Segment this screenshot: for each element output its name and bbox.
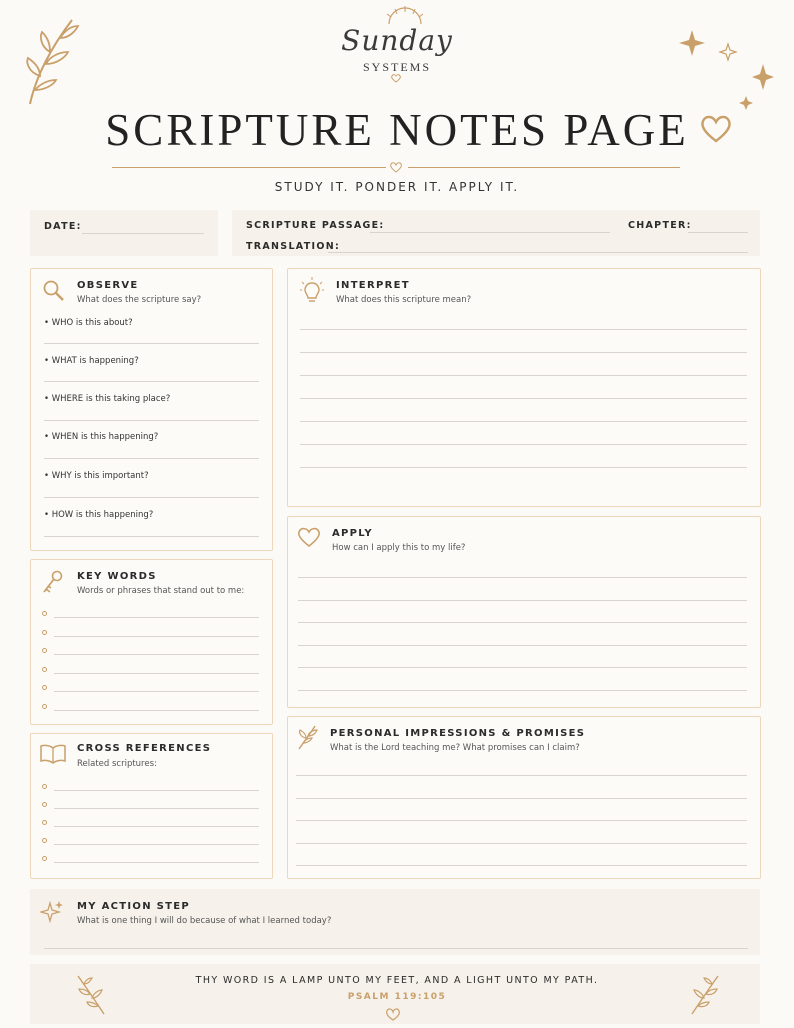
crossrefs-subtitle: Related scriptures: xyxy=(77,759,157,769)
apply-answer-line[interactable] xyxy=(298,690,747,691)
heart-icon xyxy=(391,74,401,83)
bullet-circle-icon xyxy=(42,667,47,672)
heart-icon xyxy=(297,526,321,548)
bullet-circle-icon xyxy=(42,611,47,616)
brand-script: Sunday xyxy=(341,24,453,57)
chapter-label: CHAPTER: xyxy=(628,220,692,231)
bullet-circle-icon xyxy=(42,784,47,789)
observe-panel xyxy=(30,268,273,551)
footer-quote: THY WORD IS A LAMP UNTO MY FEET, AND A LIGHT UNTO MY PATH. xyxy=(195,975,599,986)
keyword-answer-line[interactable] xyxy=(54,710,259,711)
date-label: DATE: xyxy=(44,221,82,232)
impressions-answer-line[interactable] xyxy=(296,843,747,844)
action-answer-line[interactable] xyxy=(44,948,748,949)
bullet-circle-icon xyxy=(42,630,47,635)
action-subtitle: What is one thing I will do because of what I learned today? xyxy=(77,916,332,926)
interpret-answer-line[interactable] xyxy=(300,375,747,376)
lightbulb-icon xyxy=(300,277,324,305)
observe-answer-line[interactable] xyxy=(44,497,259,498)
translation-label: TRANSLATION: xyxy=(246,241,341,252)
apply-answer-line[interactable] xyxy=(298,622,747,623)
date-field[interactable] xyxy=(82,233,204,234)
passage-field[interactable] xyxy=(370,232,610,233)
bullet-circle-icon xyxy=(42,802,47,807)
keyword-answer-line[interactable] xyxy=(54,636,259,637)
observe-question: • WHO is this about? xyxy=(44,318,133,328)
observe-question: • WHEN is this happening? xyxy=(44,432,159,442)
apply-answer-line[interactable] xyxy=(298,667,747,668)
keyword-answer-line[interactable] xyxy=(54,617,259,618)
bullet-circle-icon xyxy=(42,704,47,709)
apply-title: APPLY xyxy=(332,528,373,539)
keywords-title: KEY WORDS xyxy=(77,571,157,582)
sun-icon xyxy=(383,6,427,26)
observe-answer-line[interactable] xyxy=(44,343,259,344)
passage-label: SCRIPTURE PASSAGE: xyxy=(246,220,385,231)
sparkle-icon xyxy=(40,900,64,924)
crossref-answer-line[interactable] xyxy=(54,826,259,827)
crossref-answer-line[interactable] xyxy=(54,844,259,845)
observe-answer-line[interactable] xyxy=(44,458,259,459)
bullet-circle-icon xyxy=(42,856,47,861)
observe-question: • HOW is this happening? xyxy=(44,510,154,520)
bullet-circle-icon xyxy=(42,685,47,690)
keyword-answer-line[interactable] xyxy=(54,691,259,692)
interpret-subtitle: What does this scripture mean? xyxy=(336,295,472,305)
interpret-answer-line[interactable] xyxy=(300,398,747,399)
interpret-answer-line[interactable] xyxy=(300,421,747,422)
page-title: SCRIPTURE NOTES PAGE xyxy=(105,105,689,155)
observe-question: • WHAT is happening? xyxy=(44,356,139,366)
observe-title: OBSERVE xyxy=(77,280,139,291)
impressions-subtitle: What is the Lord teaching me? What promises can I claim? xyxy=(330,743,580,753)
apply-answer-line[interactable] xyxy=(298,577,747,578)
interpret-answer-line[interactable] xyxy=(300,467,747,468)
crossrefs-panel xyxy=(30,733,273,879)
apply-subtitle: How can I apply this to my life? xyxy=(332,543,466,553)
bullet-circle-icon xyxy=(42,820,47,825)
heart-icon xyxy=(700,114,732,144)
brand-logo xyxy=(0,6,794,78)
impressions-title: PERSONAL IMPRESSIONS & PROMISES xyxy=(330,728,586,739)
observe-question: • WHY is this important? xyxy=(44,471,149,481)
magnifier-icon xyxy=(42,279,66,303)
heart-icon xyxy=(386,1008,400,1021)
interpret-title: INTERPRET xyxy=(336,280,410,291)
action-title: MY ACTION STEP xyxy=(77,901,191,912)
book-icon xyxy=(40,744,66,764)
impressions-answer-line[interactable] xyxy=(296,775,747,776)
impressions-answer-line[interactable] xyxy=(296,820,747,821)
observe-subtitle: What does the scripture say? xyxy=(77,295,202,305)
crossrefs-title: CROSS REFERENCES xyxy=(77,743,212,754)
title-divider-left xyxy=(112,167,386,168)
crossref-answer-line[interactable] xyxy=(54,808,259,809)
interpret-answer-line[interactable] xyxy=(300,329,747,330)
translation-field[interactable] xyxy=(328,252,748,253)
apply-answer-line[interactable] xyxy=(298,600,747,601)
bullet-circle-icon xyxy=(42,838,47,843)
brand-systems: SYSTEMS xyxy=(362,60,432,74)
footer-reference: PSALM 119:105 xyxy=(347,992,447,1002)
keywords-panel xyxy=(30,559,273,725)
key-icon xyxy=(42,570,64,594)
tagline: STUDY IT. PONDER IT. APPLY IT. xyxy=(274,180,520,194)
bullet-circle-icon xyxy=(42,648,47,653)
chapter-field[interactable] xyxy=(688,232,748,233)
interpret-answer-line[interactable] xyxy=(300,444,747,445)
leaf-icon xyxy=(296,724,318,750)
crossref-answer-line[interactable] xyxy=(54,862,259,863)
impressions-answer-line[interactable] xyxy=(296,798,747,799)
heart-icon xyxy=(390,162,402,173)
keywords-subtitle: Words or phrases that stand out to me: xyxy=(77,586,245,596)
observe-answer-line[interactable] xyxy=(44,536,259,537)
observe-answer-line[interactable] xyxy=(44,420,259,421)
observe-question: • WHERE is this taking place? xyxy=(44,394,171,404)
keyword-answer-line[interactable] xyxy=(54,673,259,674)
crossref-answer-line[interactable] xyxy=(54,790,259,791)
apply-answer-line[interactable] xyxy=(298,645,747,646)
impressions-answer-line[interactable] xyxy=(296,865,747,866)
observe-answer-line[interactable] xyxy=(44,381,259,382)
keyword-answer-line[interactable] xyxy=(54,654,259,655)
title-divider-right xyxy=(408,167,680,168)
interpret-answer-line[interactable] xyxy=(300,352,747,353)
